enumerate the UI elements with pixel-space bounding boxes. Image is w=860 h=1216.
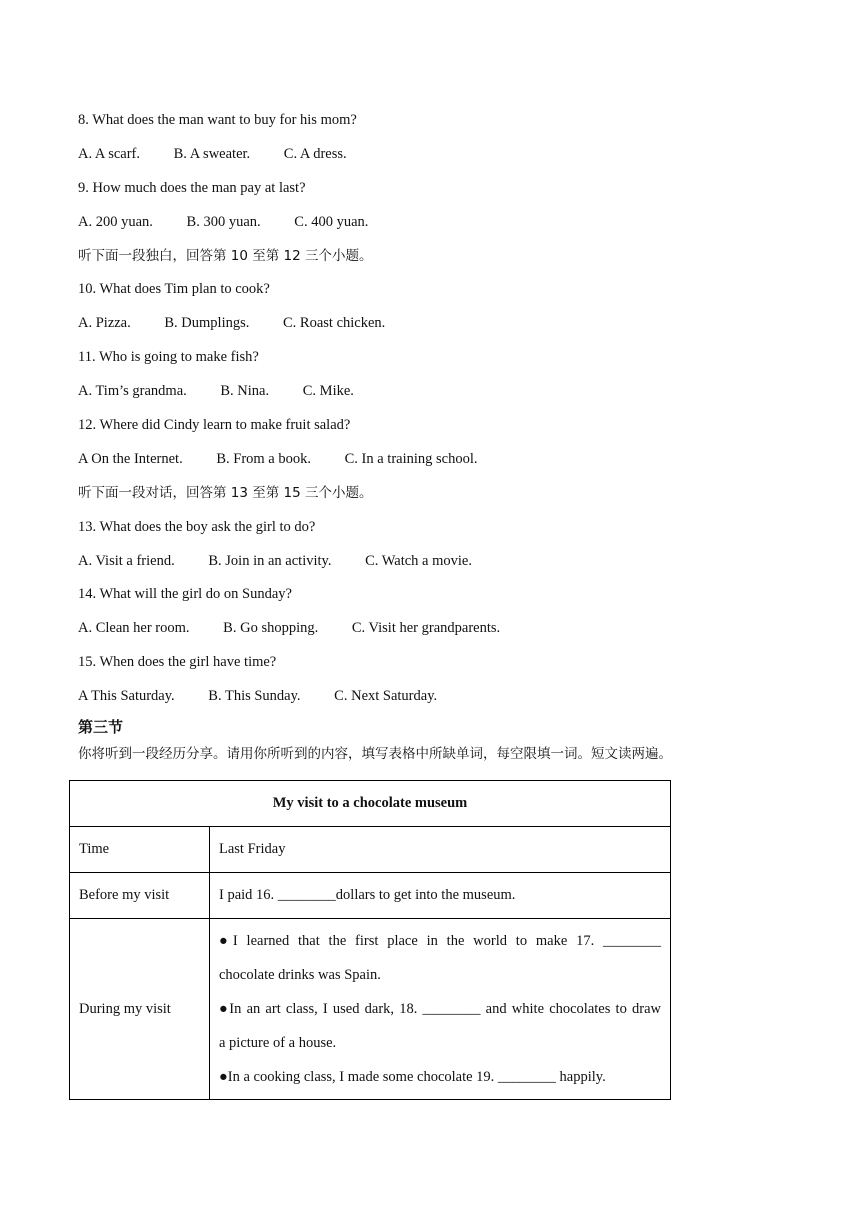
options-9 (78, 212, 778, 232)
question-10: 10. What does Tim plan to cook? (78, 281, 270, 298)
option-8c: C. A dress. (283, 145, 347, 162)
table-row (70, 919, 671, 1100)
option-13a: A. Visit a friend. (78, 552, 175, 569)
section-instruction: 你将听到一段经历分享。请用你所听到的内容，填写表格中所缺单词，每空限填一词。短文读两遍。 (78, 746, 672, 763)
museum-table (69, 780, 671, 1100)
options-13 (78, 551, 778, 571)
option-15c: C. Next Saturday. (334, 688, 438, 705)
option-13b: B. Join in an activity. (208, 552, 332, 569)
during-value (210, 919, 671, 1100)
option-12b: B. From a book. (216, 450, 311, 467)
during-label: During my visit (70, 919, 210, 1100)
instruction-monologue: 听下面一段独白，回答第 10 至第 12 三个小题。 (78, 247, 373, 264)
time-value: Last Friday (210, 827, 671, 873)
before-value: I paid 16. ________dollars to get into the museum. (210, 873, 671, 919)
option-11c: C. Mike. (302, 383, 354, 400)
table-row (70, 827, 671, 873)
options-15 (78, 686, 778, 706)
option-11b: B. Nina. (220, 383, 270, 400)
option-14c: C. Visit her grandparents. (351, 620, 501, 637)
option-9a: A. 200 yuan. (78, 213, 153, 230)
options-10 (78, 313, 778, 333)
question-11: 11. Who is going to make fish? (78, 349, 259, 366)
option-11a: A. Tim’s grandma. (78, 383, 187, 400)
question-12: 12. Where did Cindy learn to make fruit salad? (78, 417, 351, 434)
option-10a: A. Pizza. (78, 315, 131, 332)
option-8a: A. A scarf. (78, 145, 141, 162)
question-13: 13. What does the boy ask the girl to do? (78, 518, 316, 535)
during-line-1: ●I learned that the first place in the world to make 17. ________ (219, 933, 661, 949)
option-10b: B. Dumplings. (164, 315, 250, 332)
option-8b: B. A sweater. (173, 145, 251, 162)
during-line-4: a picture of a house. (219, 1035, 337, 1051)
option-13c: C. Watch a movie. (365, 552, 472, 569)
options-12 (78, 449, 778, 469)
during-line-3: ●In an art class, I used dark, 18. ________ and white chocolates to draw (219, 1001, 661, 1017)
option-14a: A. Clean her room. (78, 620, 190, 637)
question-8: 8. What does the man want to buy for his mom? (78, 112, 357, 128)
option-9c: C. 400 yuan. (294, 213, 369, 230)
option-12a: A On the Internet. (78, 450, 183, 467)
option-14b: B. Go shopping. (223, 620, 319, 637)
time-label: Time (70, 827, 210, 873)
option-15b: B. This Sunday. (208, 688, 301, 705)
option-10c: C. Roast chicken. (283, 315, 386, 332)
option-15a: A This Saturday. (78, 688, 175, 705)
during-line-2: chocolate drinks was Spain. (219, 967, 381, 983)
options-11 (78, 381, 778, 401)
option-12c: C. In a training school. (344, 450, 478, 467)
instruction-dialogue: 听下面一段对话，回答第 13 至第 15 三个小题。 (78, 484, 373, 501)
question-14: 14. What will the girl do on Sunday? (78, 586, 292, 603)
during-line-5: ●In a cooking class, I made some chocolate 19. ________ happily. (219, 1069, 606, 1085)
options-14 (78, 618, 778, 638)
table-row (70, 873, 671, 919)
before-label: Before my visit (70, 873, 210, 919)
question-9: 9. How much does the man pay at last? (78, 179, 306, 196)
question-list (78, 110, 778, 772)
question-15: 15. When does the girl have time? (78, 654, 277, 671)
section-title: 第三节 (78, 718, 124, 737)
options-8 (78, 144, 778, 164)
table-title: My visit to a chocolate museum (70, 781, 671, 827)
option-9b: B. 300 yuan. (186, 213, 261, 230)
